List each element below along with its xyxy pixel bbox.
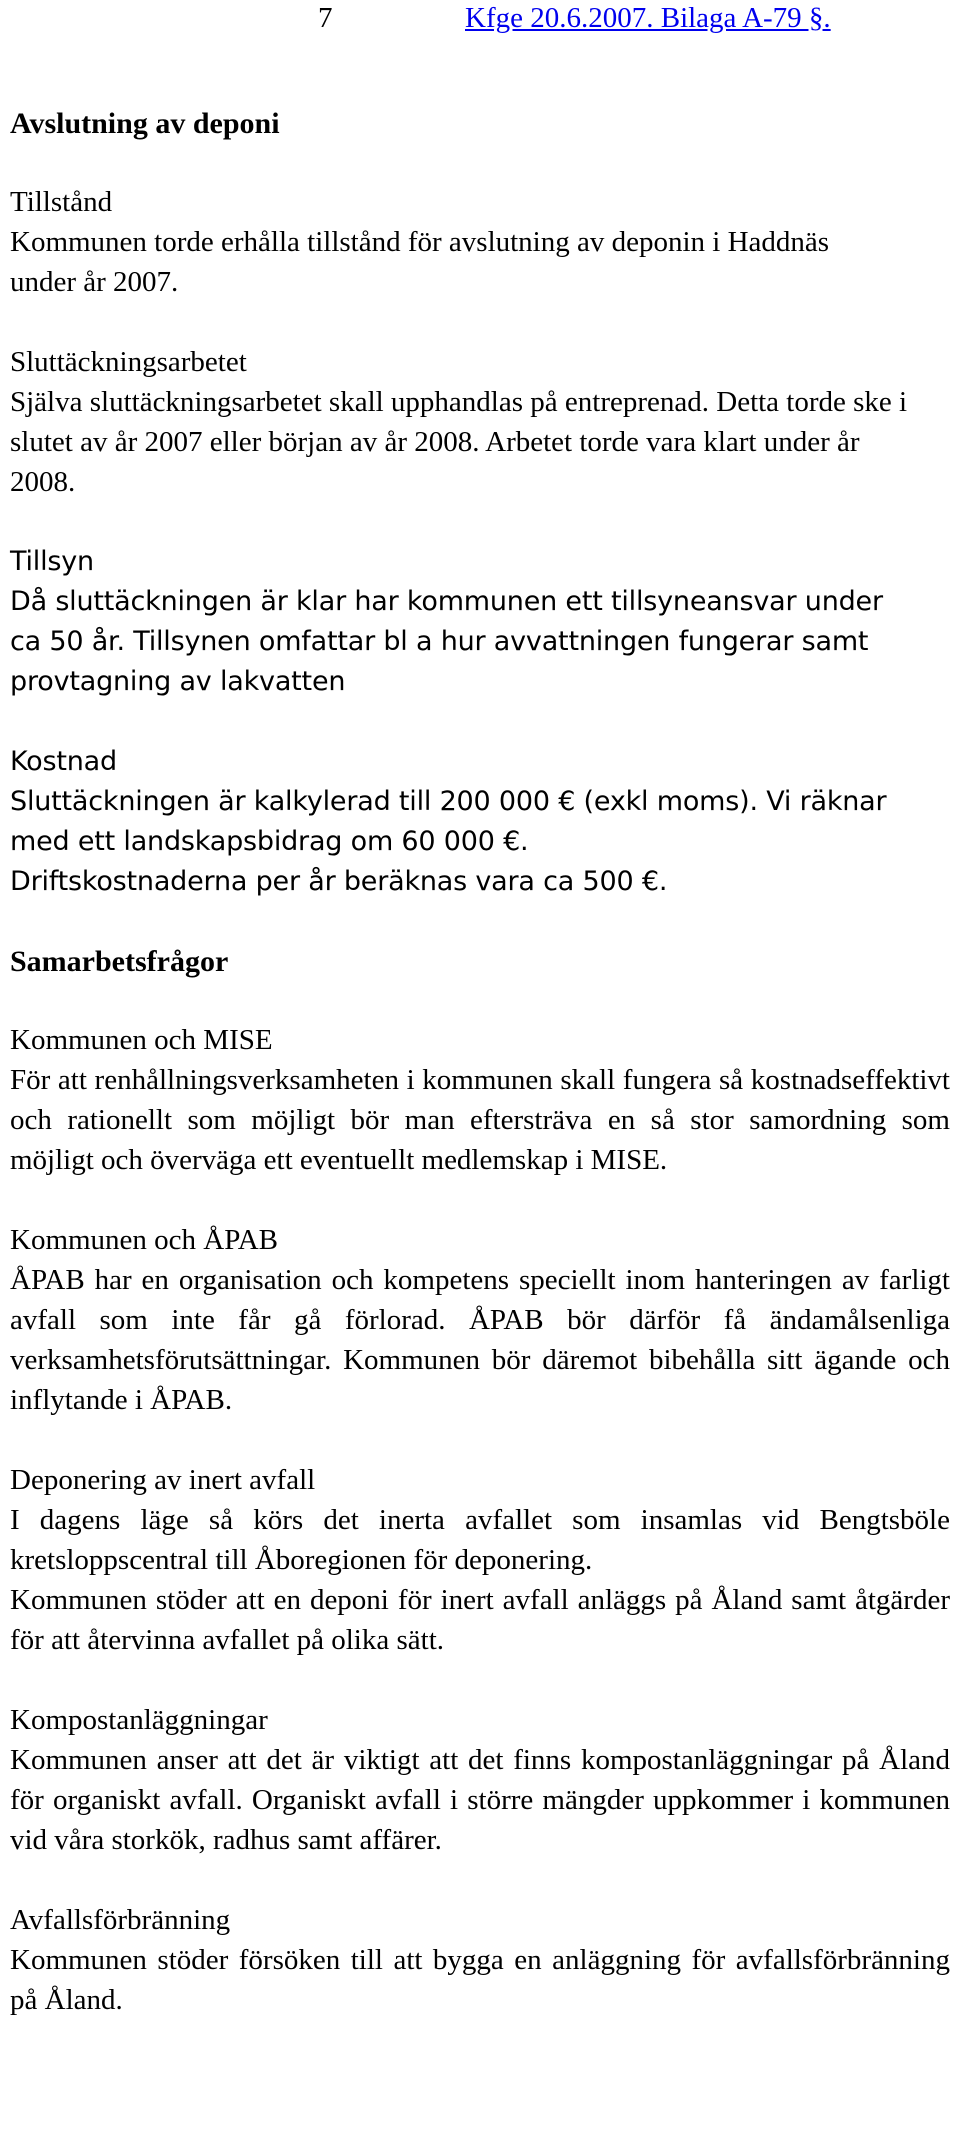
paragraph-kostnad-1: Sluttäckningen är kalkylerad till 200 000 € (exkl moms). Vi räknar med ett landskapsbidrag om 60 000 €. [10,786,887,857]
paragraph-sluttackningsarbetet: Själva sluttäckningsarbetet skall upphandlas på entreprenad. Detta torde ske i slutet av år 2007 eller början av år 2008. Arbetet torde vara klart under år 2008. [10,386,908,498]
subtitle-kompost: Kompostanläggningar [10,1704,268,1736]
paragraph-kompost: Kommunen anser att det är viktigt att det finns kompostanläggningar på Åland för organiskt avfall. Organiskt avfall i större mängder uppkommer i kommunen vid våra storkök, radhus samt affärer. [10,1744,950,1856]
paragraph-deponering-2: Kommunen stöder att en deponi för inert avfall anläggs på Åland samt åtgärder för att återvinna avfallet på olika sätt. [10,1584,950,1656]
subtitle-forbranning: Avfallsförbränning [10,1904,231,1936]
subtitle-tillsyn: Tillsyn [10,546,94,577]
block-kompost [10,1700,950,1860]
header-reference-link[interactable]: Kfge 20.6.2007. Bilaga A-79 §. [465,2,831,34]
paragraph-forbranning: Kommunen stöder försöken till att bygga en anläggning för avfallsförbränning på Åland. [10,1944,950,2016]
paragraph-apab: ÅPAB har en organisation och kompetens speciellt inom hanteringen av farligt avfall som inte får gå förlorad. ÅPAB bör därför få ändamålsenliga verksamhetsförutsättningar. Kommunen bör däremot bibehålla sitt ägande och inflytande i ÅPAB. [10,1264,950,1416]
section-title-samarbetsfragor: Samarbetsfrågor [10,945,229,978]
block-sluttackningsarbetet [10,342,950,502]
block-kostnad [10,742,950,902]
paragraph-tillstand: Kommunen torde erhålla tillstånd för avslutning av deponin i Haddnäs under år 2007. [10,226,830,298]
block-apab [10,1220,950,1420]
page-number: 7 [318,2,333,34]
block-mise [10,1020,950,1180]
paragraph-deponering-1: I dagens läge så körs det inerta avfallet som insamlas vid Bengtsböle kretsloppscentral till Åboregionen för deponering. [10,1504,950,1576]
paragraph-tillsyn: Då sluttäckningen är klar har kommunen ett tillsyneansvar under ca 50 år. Tillsynen omfattar bl a hur avvattningen fungerar samt provtagning av lakvatten [10,586,883,697]
document-body [10,104,950,2020]
paragraph-mise: För att renhållningsverksamheten i kommunen skall fungera så kostnadseffektivt och rationellt som möjligt bör man eftersträva en så stor samordning som möjligt och överväga ett eventuellt medlemskap i MISE. [10,1064,950,1176]
block-forbranning [10,1900,950,2020]
block-tillsyn [10,542,950,702]
page-header [0,0,960,60]
block-deponering [10,1460,950,1660]
paragraph-kostnad-2: Driftskostnaderna per år beräknas vara ca 500 €. [10,866,668,897]
subtitle-deponering: Deponering av inert avfall [10,1464,316,1496]
block-tillstand [10,182,950,302]
subtitle-tillstand: Tillstånd [10,186,113,218]
subtitle-kostnad: Kostnad [10,746,117,777]
subtitle-mise: Kommunen och MISE [10,1024,273,1056]
subtitle-sluttackningsarbetet: Sluttäckningsarbetet [10,346,247,378]
subtitle-apab: Kommunen och ÅPAB [10,1224,278,1256]
section-title-avslutning: Avslutning av deponi [10,107,280,140]
